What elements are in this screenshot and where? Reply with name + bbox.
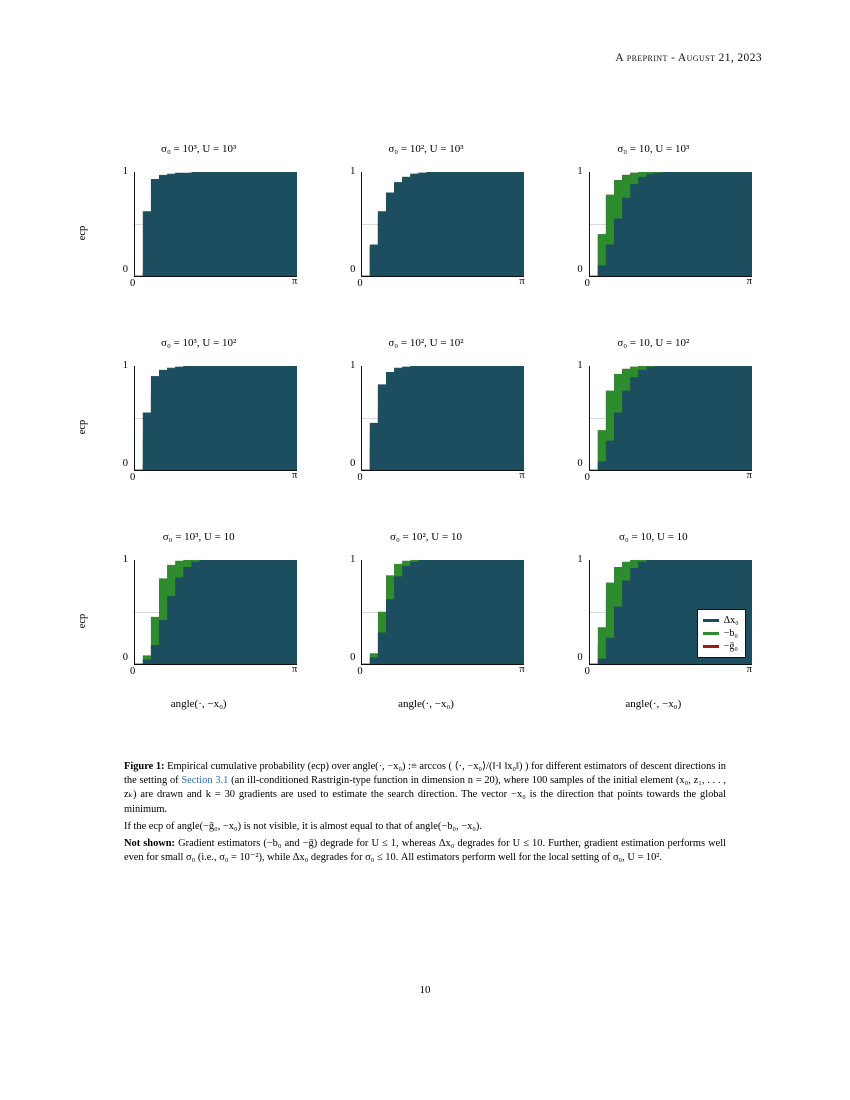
ecp-curves [362,172,524,276]
plot-axes [361,172,524,277]
panel-title: σ₀ = 10, U = 10 [619,531,688,543]
x-tick-left: 0 [130,278,136,289]
panel-title: σ₀ = 10, U = 10² [617,337,690,349]
legend-item [703,627,739,640]
y-tick-0: 0 [350,652,356,663]
x-tick-left: 0 [130,666,136,677]
y-tick-1: 1 [577,166,583,177]
ecp-curves [135,560,297,664]
x-tick-left: 0 [130,472,136,483]
y-tick-0: 0 [122,652,128,663]
y-tick-1: 1 [577,360,583,371]
caption-notshown-label: Not shown: [124,838,176,850]
panel-title: σ₀ = 10³, U = 10 [162,531,235,543]
x-tick-right: π [746,664,752,675]
figure-panel [77,334,301,510]
plot-axes [361,366,524,471]
x-tick-right: π [292,276,298,287]
legend-label: −b₀ [723,628,738,639]
figure-panel [77,140,301,316]
plot-axes [134,172,297,277]
ecp-curves [362,366,524,470]
panel-title: σ₀ = 10³, U = 10³ [161,143,237,155]
y-tick-1: 1 [122,554,128,565]
ecp-curves [590,366,752,470]
x-tick-left: 0 [584,278,590,289]
y-tick-0: 0 [122,264,128,275]
y-tick-1: 1 [350,166,356,177]
legend-swatch-icon [703,632,719,635]
caption-notshown-text: Gradient estimators (−b₀ and −ḡ) degrade for U ≤ 1, whereas Δx₀ degrades for U ≤ 10. Further, gradient estimation performs well even for small σ₀ (i.e., σ₀ = 10⁻²), while Δx₀ degrades for σ₀ ≤ 10. All estimators perform well for the local setting of σ₀, U = 10². [124,838,726,864]
panel-plot [551,546,756,696]
panel-plot [77,352,301,502]
ecp-curves [590,172,752,276]
figure-panel [323,528,528,710]
x-tick-right: π [746,470,752,481]
plot-axes [361,560,524,665]
y-tick-1: 1 [350,554,356,565]
panel-title: σ₀ = 10², U = 10³ [388,143,464,155]
series-area-0 [135,366,297,470]
page-number: 10 [419,984,431,996]
panel-plot [323,352,528,502]
panel-plot [551,158,756,308]
x-tick-left: 0 [357,278,363,289]
x-tick-left: 0 [357,472,363,483]
x-tick-left: 0 [357,666,363,677]
panel-grid [77,140,756,710]
panel-plot [323,546,528,696]
plot-axes [589,560,752,665]
plot-axes [589,366,752,471]
y-axis-label: ecp [77,419,89,435]
legend-item [703,614,739,627]
y-tick-0: 0 [577,458,583,469]
series-area-0 [362,366,524,470]
figure-panel [551,334,756,510]
panel-plot [551,352,756,502]
x-tick-right: π [519,470,525,481]
figure-panel [323,334,528,510]
legend-swatch-icon [703,619,719,622]
y-tick-0: 0 [350,458,356,469]
x-tick-left: 0 [584,666,590,677]
y-tick-1: 1 [577,554,583,565]
x-tick-right: π [292,664,298,675]
x-axis-label: angle(·, −x₀) [625,698,682,710]
figure-1 [77,140,756,710]
caption-label: Figure 1: [124,761,165,772]
plot-axes [134,366,297,471]
panel-title: σ₀ = 10², U = 10² [388,337,464,349]
series-area-0 [362,172,524,276]
panel-title: σ₀ = 10, U = 10³ [617,143,690,155]
plot-axes [589,172,752,277]
panel-plot [77,546,301,696]
series-area-0 [135,172,297,276]
y-axis-label: ecp [77,613,89,629]
figure-panel [551,528,756,710]
legend-item [703,640,739,653]
legend-swatch-icon [703,645,719,648]
y-tick-0: 0 [122,458,128,469]
x-tick-left: 0 [584,472,590,483]
panel-plot [323,158,528,308]
ecp-curves [135,172,297,276]
running-head: A preprint - August 21, 2023 [615,52,762,64]
legend-label: −ḡ₀ [723,641,738,652]
y-tick-0: 0 [350,264,356,275]
y-tick-1: 1 [122,166,128,177]
y-tick-1: 1 [122,360,128,371]
caption-paragraph-1 [124,760,726,817]
caption-text-a: Empirical cumulative probability (ecp) over angle(·, −x₀) :≡ arccos ( ⟨·, −x₀⟩/(‖·‖ ‖x₀‖) ) for different estimators of descent directions in the setting of [124,761,727,787]
panel-title: σ₀ = 10³, U = 10² [161,337,237,349]
panel-plot [77,158,301,308]
figure-panel [551,140,756,316]
section-link[interactable]: Section 3.1 [181,775,229,787]
y-axis-label: ecp [77,225,89,241]
caption-paragraph-2: If the ecp of angle(−ḡ₀, −x₀) is not visible, it is almost equal to that of angle(−b₀, −x₀). [124,820,482,832]
caption-paragraph-3 [124,837,726,865]
figure-panel [77,528,301,710]
x-axis-label: angle(·, −x₀) [398,698,454,710]
y-tick-0: 0 [577,264,583,275]
ecp-curves [362,560,524,664]
x-tick-right: π [292,470,298,481]
x-axis-label: angle(·, −x₀) [170,698,227,710]
legend [697,609,746,658]
panel-title: σ₀ = 10², U = 10 [390,531,462,543]
figure-panel [323,140,528,316]
ecp-curves [135,366,297,470]
x-tick-right: π [519,664,525,675]
x-tick-right: π [746,276,752,287]
plot-axes [134,560,297,665]
caption-text-b: (an ill-conditioned Rastrigin-type function in dimension n = 20), where 100 samples of the initial element (x₀, z₁, . . . , zₖ) are drawn and k = 30 gradients are used to estimate the search direction. The vector −x₀ is the direction that points towards the global minimum. [124,775,726,815]
y-tick-0: 0 [577,652,583,663]
y-tick-1: 1 [350,360,356,371]
x-tick-right: π [519,276,525,287]
figure-caption [124,760,726,865]
legend-label: Δx₀ [723,615,739,626]
